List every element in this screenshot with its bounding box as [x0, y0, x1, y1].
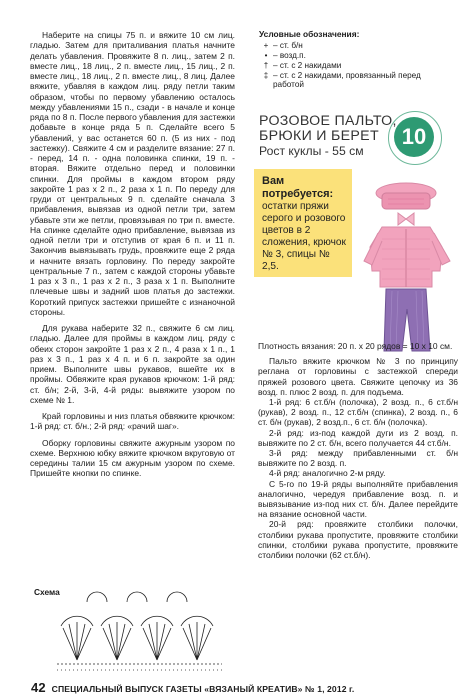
paragraph: Пальто вяжите крючком № 3 по принципу реглана от горловины с застежкой спереди пряжей розового цвета. Свяжите цепочку из 36 возд. п. плюс 2 возд. п. для подъема. — [258, 356, 458, 397]
page-footer — [31, 680, 451, 695]
legend-symbol: † — [263, 60, 269, 70]
legend-symbol: + — [263, 40, 269, 50]
legend-text: – ст. б/н — [273, 40, 303, 50]
density-text: Плотность вязания: 20 п. х 20 рядов = 10 х 10 см. — [258, 341, 453, 351]
paragraph: 1-й ряд: 6 ст.б/н (полочка), 2 возд. п., 6 ст.б/н (рукав), 2 возд. п., 12 ст.б/н (спинка), 2 возд. п., 6 ст. б/н (рукав), 2 возд.п., 6 ст. б/н (полочка). — [258, 397, 458, 428]
legend-item — [259, 71, 454, 90]
paragraph: Для рукава наберите 32 п., свяжите 6 см лиц. гладью. Далее для проймы в каждом лиц. ряду с обеих сторон закройте 1 раз х 2 п., 4 раза х 1 п., 1 раз х 3 п., 1 раз х 4 п. и 6 п. закройте за один прием. Выполните швы рукавов, вшейте их в проймы. Обвяжите края рукавов крючком: 1-й ряд: ст. б/н; 2-й, 3-й, 4-й ряды: вывяжите узором по схеме № 1. — [30, 323, 235, 405]
paragraph: Край горловины и низ платья обвяжите крючком: 1-й ряд: ст. б/н.; 2-й ряд: «рачий шаг». — [30, 411, 235, 432]
paragraph: Наберите на спицы 75 п. и вяжите 10 см лиц. гладью. Затем для приталивания платья начните делать убавления. Провяжите 8 п. лиц., затем 2 п. вместе лиц., 18 лиц., 2 п. вместе лиц., 15 лиц., 2 п. вместе лиц., 18 лиц., 2 п. вместе лиц., 8 лиц. Далее вяжите, убавляя в каждом лиц. ряду петли таким образом, чтобы по первому убавлению осталось между убавлениями 15 п., сзади - в начале и конце ряда по 8 п. После первого убавления для застежки добавьте в конце ряда 5 п. Сделайте всего 5 убавлений, у вас останется 60 п. (5 из них - под застежку). Свяжите 4 см и разделите вязание: 27 п. - перед, 14 п. - одна половинка спинки, 19 п. - вторая. Вяжите отдельно перед и половинки спинки. Для проймы в каждом втором ряду закройте 1 раз х 2 п., 2 раза х 1 п. По переду для груди от центральных 9 п. сделайте сначала 3 прибавления, вывязав из одной петли три, затем убавьте эти же петли, провязывая по три п. вместе. На спинке сделайте одно прибавление, вывязав из одной петли три и отступив от края 6 п. и 11 п. Закончив вывязывать грудь, провяжите еще 2 ряда и начните вязать горловину. По переду закройте центральные 7 п., затем с каждой стороны убавьте 1 раз х 3 п., 1 раз х 2 п., 3 раза х 1 п. Выполните плечевые швы и задний шов платья до застежки. Короткий припуск застежки пришейте с изнаночной стороны. — [30, 30, 235, 317]
legend-text: – ст. с 2 накидами, провязанный перед работой — [273, 70, 421, 90]
materials-heading: Вам потребуется: — [262, 175, 334, 200]
outfit-illustration — [352, 169, 466, 355]
schema-diagram — [57, 590, 232, 676]
legend-symbol: • — [264, 50, 268, 60]
legend — [259, 30, 454, 90]
legend-symbol: ‡ — [263, 70, 269, 80]
paragraph: 20-й ряд: провяжите столбики полочки, столбики рукава пропустите, провяжите столбики спинки, столбики рукава пропустите, провяжите столбики полочки (62 ст.б/н). — [258, 519, 458, 561]
legend-item — [259, 61, 454, 71]
footer-text: СПЕЦИАЛЬНЫЙ ВЫПУСК ГАЗЕТЫ «ВЯЗАНЫЙ КРЕАТИВ» № 1, 2012 г. — [51, 684, 355, 694]
project-number-badge: 10 — [394, 117, 434, 157]
title-line1: РОЗОВОЕ ПАЛЬТО, — [259, 113, 397, 129]
legend-text: – возд.п. — [273, 50, 306, 60]
legend-title: Условные обозначения: — [259, 29, 360, 39]
title-subtitle: Рост куклы - 55 см — [259, 144, 364, 158]
paragraph: 2-й ряд: из-под каждой дуги из 2 возд. п. вывяжите по 2 ст. б/н, всего получается 44 ст.б/н. — [258, 427, 458, 448]
legend-text: – ст. с 2 накидами — [273, 60, 342, 70]
paragraph: Оборку горловины свяжите ажурным узором по схеме. Верхнюю юбку вяжите крючком вкруговую от середины талии 15 см ажурным узором по схеме. Пришейте кнопки по спинке. — [30, 437, 235, 479]
left-text-column — [30, 30, 235, 479]
title-line2: БРЮКИ И БЕРЕТ — [259, 128, 379, 144]
legend-item — [259, 41, 454, 51]
materials-text: остатки пряжи серого и розового цветов в 2 сложения, крючок № 3, спицы № 2,5. — [262, 201, 346, 272]
materials-box — [254, 169, 352, 277]
paragraph: С 5-го по 19-й ряды выполняйте прибавления аналогично, чередуя прибавление возд. п. и вывязывание из-под них ст. б/н. Далее перейдите на вязание основной части. — [258, 478, 458, 520]
outfit-photo — [352, 169, 466, 355]
paragraph: 4-й ряд: аналогично 2-м ряду. — [269, 468, 386, 479]
legend-item — [259, 51, 454, 61]
crochet-schema — [57, 590, 232, 676]
right-text-column — [258, 341, 458, 560]
page-number: 42 — [31, 680, 46, 695]
paragraph: 3-й ряд: между прибавленными ст. б/н вывяжите по 2 возд. п. — [258, 448, 458, 469]
project-title — [259, 114, 409, 159]
schema-label: Схема — [34, 587, 60, 597]
